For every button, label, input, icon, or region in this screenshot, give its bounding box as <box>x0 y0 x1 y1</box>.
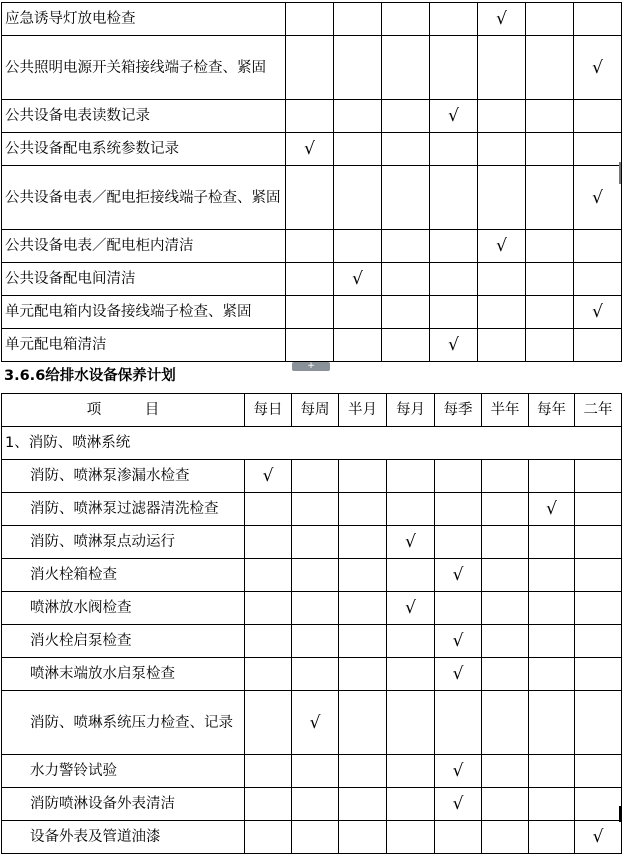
empty-cell <box>292 755 339 788</box>
empty-cell <box>529 788 575 821</box>
empty-cell <box>292 559 339 592</box>
item-label: 公共设备配电系统参数记录 <box>2 133 286 166</box>
table-row <box>2 625 622 658</box>
empty-cell <box>526 3 574 36</box>
item-label: 消火栓启泵检查 <box>2 625 245 658</box>
empty-cell <box>529 821 575 854</box>
empty-cell <box>482 460 529 493</box>
empty-cell <box>529 559 575 592</box>
empty-cell <box>478 263 526 296</box>
empty-cell <box>245 592 292 625</box>
item-label: 公共设备电表／配电拒接线端子检查、紧固 <box>2 166 286 230</box>
header-daily: 每日 <box>245 394 292 427</box>
header-item: 项 目 <box>2 394 245 427</box>
check-mark: √ <box>334 263 382 296</box>
empty-cell <box>387 821 435 854</box>
header-yearly: 每年 <box>529 394 575 427</box>
empty-cell <box>575 691 622 755</box>
empty-cell <box>482 493 529 526</box>
check-mark: √ <box>435 788 482 821</box>
empty-cell <box>529 592 575 625</box>
empty-cell <box>292 625 339 658</box>
empty-cell <box>286 230 334 263</box>
item-label: 消防、喷淋泵过滤器清洗检查 <box>2 493 245 526</box>
check-mark: √ <box>245 460 292 493</box>
empty-cell <box>574 329 622 362</box>
empty-cell <box>286 166 334 230</box>
empty-cell <box>334 296 382 329</box>
empty-cell <box>482 658 529 691</box>
header-monthly: 每月 <box>387 394 435 427</box>
empty-cell <box>574 3 622 36</box>
empty-cell <box>482 559 529 592</box>
item-label: 公共设备电表读数记录 <box>2 100 286 133</box>
water-supply-maintenance-table <box>1 393 622 854</box>
electrical-maintenance-table <box>1 2 622 362</box>
empty-cell <box>482 821 529 854</box>
empty-cell <box>435 493 482 526</box>
check-mark: √ <box>478 230 526 263</box>
empty-cell <box>526 133 574 166</box>
table-row <box>2 658 622 691</box>
empty-cell <box>430 3 478 36</box>
table-row <box>2 559 622 592</box>
empty-cell <box>529 625 575 658</box>
empty-cell <box>575 526 622 559</box>
empty-cell <box>382 166 430 230</box>
table-row <box>2 166 622 230</box>
empty-cell <box>334 133 382 166</box>
table-row <box>2 691 622 755</box>
empty-cell <box>430 36 478 100</box>
item-label: 单元配电箱内设备接线端子检查、紧固 <box>2 296 286 329</box>
empty-cell <box>245 658 292 691</box>
table-row <box>2 592 622 625</box>
empty-cell <box>529 460 575 493</box>
table-row <box>2 526 622 559</box>
empty-cell <box>382 133 430 166</box>
empty-cell <box>430 263 478 296</box>
empty-cell <box>286 3 334 36</box>
empty-cell <box>575 658 622 691</box>
empty-cell <box>526 296 574 329</box>
empty-cell <box>575 559 622 592</box>
empty-cell <box>575 493 622 526</box>
group-row <box>2 427 622 460</box>
edge-mark <box>619 806 621 822</box>
table-row <box>2 460 622 493</box>
item-label: 消防喷淋设备外表清洁 <box>2 788 245 821</box>
empty-cell <box>292 526 339 559</box>
empty-cell <box>387 625 435 658</box>
empty-cell <box>478 100 526 133</box>
check-mark: √ <box>574 36 622 100</box>
empty-cell <box>334 3 382 36</box>
empty-cell <box>292 592 339 625</box>
item-label: 喷淋末端放水启泵检查 <box>2 658 245 691</box>
empty-cell <box>575 755 622 788</box>
empty-cell <box>478 36 526 100</box>
empty-cell <box>482 691 529 755</box>
empty-cell <box>339 755 387 788</box>
empty-cell <box>435 526 482 559</box>
item-label: 公共设备电表／配电柜内清洁 <box>2 230 286 263</box>
item-label: 公共照明电源开关箱接线端子检查、紧固 <box>2 36 286 100</box>
check-mark: √ <box>574 166 622 230</box>
empty-cell <box>387 460 435 493</box>
item-label: 喷淋放水阀检查 <box>2 592 245 625</box>
header-quarterly: 每季 <box>435 394 482 427</box>
expand-handle[interactable]: + <box>292 362 330 371</box>
table-row <box>2 296 622 329</box>
empty-cell <box>478 329 526 362</box>
empty-cell <box>286 36 334 100</box>
check-mark: √ <box>292 691 339 755</box>
empty-cell <box>526 166 574 230</box>
empty-cell <box>478 166 526 230</box>
table-row <box>2 230 622 263</box>
empty-cell <box>339 493 387 526</box>
empty-cell <box>478 133 526 166</box>
empty-cell <box>526 36 574 100</box>
empty-cell <box>339 658 387 691</box>
edge-mark <box>619 162 621 184</box>
check-mark: √ <box>430 329 478 362</box>
check-mark: √ <box>387 592 435 625</box>
empty-cell <box>482 592 529 625</box>
header-row <box>2 394 622 427</box>
empty-cell <box>430 230 478 263</box>
empty-cell <box>387 493 435 526</box>
empty-cell <box>382 329 430 362</box>
check-mark: √ <box>574 296 622 329</box>
empty-cell <box>526 230 574 263</box>
empty-cell <box>292 460 339 493</box>
empty-cell <box>430 133 478 166</box>
table-row <box>2 493 622 526</box>
empty-cell <box>382 100 430 133</box>
section-title: 3.6.6给排水设备保养计划 <box>4 368 176 384</box>
check-mark: √ <box>430 100 478 133</box>
empty-cell <box>339 460 387 493</box>
table-row <box>2 788 622 821</box>
empty-cell <box>575 460 622 493</box>
empty-cell <box>339 526 387 559</box>
empty-cell <box>339 691 387 755</box>
check-mark: √ <box>435 625 482 658</box>
item-label: 应急诱导灯放电检查 <box>2 3 286 36</box>
empty-cell <box>435 460 482 493</box>
empty-cell <box>574 263 622 296</box>
check-mark: √ <box>478 3 526 36</box>
check-mark: √ <box>575 821 622 854</box>
empty-cell <box>526 263 574 296</box>
empty-cell <box>387 658 435 691</box>
header-half-year: 半年 <box>482 394 529 427</box>
empty-cell <box>334 166 382 230</box>
empty-cell <box>529 755 575 788</box>
empty-cell <box>435 592 482 625</box>
empty-cell <box>574 230 622 263</box>
empty-cell <box>482 788 529 821</box>
empty-cell <box>482 755 529 788</box>
empty-cell <box>382 3 430 36</box>
empty-cell <box>529 526 575 559</box>
empty-cell <box>482 526 529 559</box>
empty-cell <box>574 133 622 166</box>
check-mark: √ <box>387 526 435 559</box>
table-row <box>2 755 622 788</box>
empty-cell <box>245 493 292 526</box>
empty-cell <box>292 658 339 691</box>
empty-cell <box>339 625 387 658</box>
empty-cell <box>387 755 435 788</box>
empty-cell <box>478 296 526 329</box>
empty-cell <box>387 691 435 755</box>
empty-cell <box>482 625 529 658</box>
empty-cell <box>334 329 382 362</box>
empty-cell <box>430 296 478 329</box>
empty-cell <box>245 625 292 658</box>
check-mark: √ <box>529 493 575 526</box>
empty-cell <box>529 691 575 755</box>
header-two-years: 二年 <box>575 394 622 427</box>
empty-cell <box>574 100 622 133</box>
empty-cell <box>286 296 334 329</box>
empty-cell <box>292 788 339 821</box>
check-mark: √ <box>286 133 334 166</box>
empty-cell <box>526 329 574 362</box>
empty-cell <box>286 329 334 362</box>
empty-cell <box>245 526 292 559</box>
empty-cell <box>387 788 435 821</box>
item-label: 消防、喷淋泵渗漏水检查 <box>2 460 245 493</box>
empty-cell <box>382 263 430 296</box>
empty-cell <box>245 821 292 854</box>
item-label: 水力警铃试验 <box>2 755 245 788</box>
empty-cell <box>292 821 339 854</box>
table-row <box>2 329 622 362</box>
empty-cell <box>529 658 575 691</box>
item-label: 消火栓箱检查 <box>2 559 245 592</box>
empty-cell <box>575 788 622 821</box>
empty-cell <box>339 592 387 625</box>
item-label: 公共设备配电间清洁 <box>2 263 286 296</box>
empty-cell <box>526 100 574 133</box>
empty-cell <box>387 559 435 592</box>
empty-cell <box>339 821 387 854</box>
check-mark: √ <box>435 755 482 788</box>
check-mark: √ <box>435 658 482 691</box>
empty-cell <box>334 230 382 263</box>
item-label: 消防、喷琳系统压力检查、记录 <box>2 691 245 755</box>
empty-cell <box>334 100 382 133</box>
item-label: 消防、喷淋泵点动运行 <box>2 526 245 559</box>
empty-cell <box>286 263 334 296</box>
item-label: 单元配电箱清洁 <box>2 329 286 362</box>
table-row <box>2 263 622 296</box>
empty-cell <box>575 592 622 625</box>
empty-cell <box>292 493 339 526</box>
empty-cell <box>286 100 334 133</box>
empty-cell <box>334 36 382 100</box>
empty-cell <box>435 821 482 854</box>
table-row <box>2 3 622 36</box>
table-row <box>2 36 622 100</box>
empty-cell <box>245 559 292 592</box>
header-weekly: 每周 <box>292 394 339 427</box>
empty-cell <box>382 36 430 100</box>
empty-cell <box>382 230 430 263</box>
empty-cell <box>435 691 482 755</box>
header-half-month: 半月 <box>339 394 387 427</box>
empty-cell <box>245 691 292 755</box>
empty-cell <box>575 625 622 658</box>
table-row <box>2 133 622 166</box>
empty-cell <box>339 788 387 821</box>
empty-cell <box>382 296 430 329</box>
empty-cell <box>245 788 292 821</box>
empty-cell <box>430 166 478 230</box>
table-row <box>2 100 622 133</box>
group-label: 1、消防、喷淋系统 <box>2 427 622 460</box>
empty-cell <box>245 755 292 788</box>
table-row <box>2 821 622 854</box>
item-label: 设备外表及管道油漆 <box>2 821 245 854</box>
check-mark: √ <box>435 559 482 592</box>
empty-cell <box>339 559 387 592</box>
